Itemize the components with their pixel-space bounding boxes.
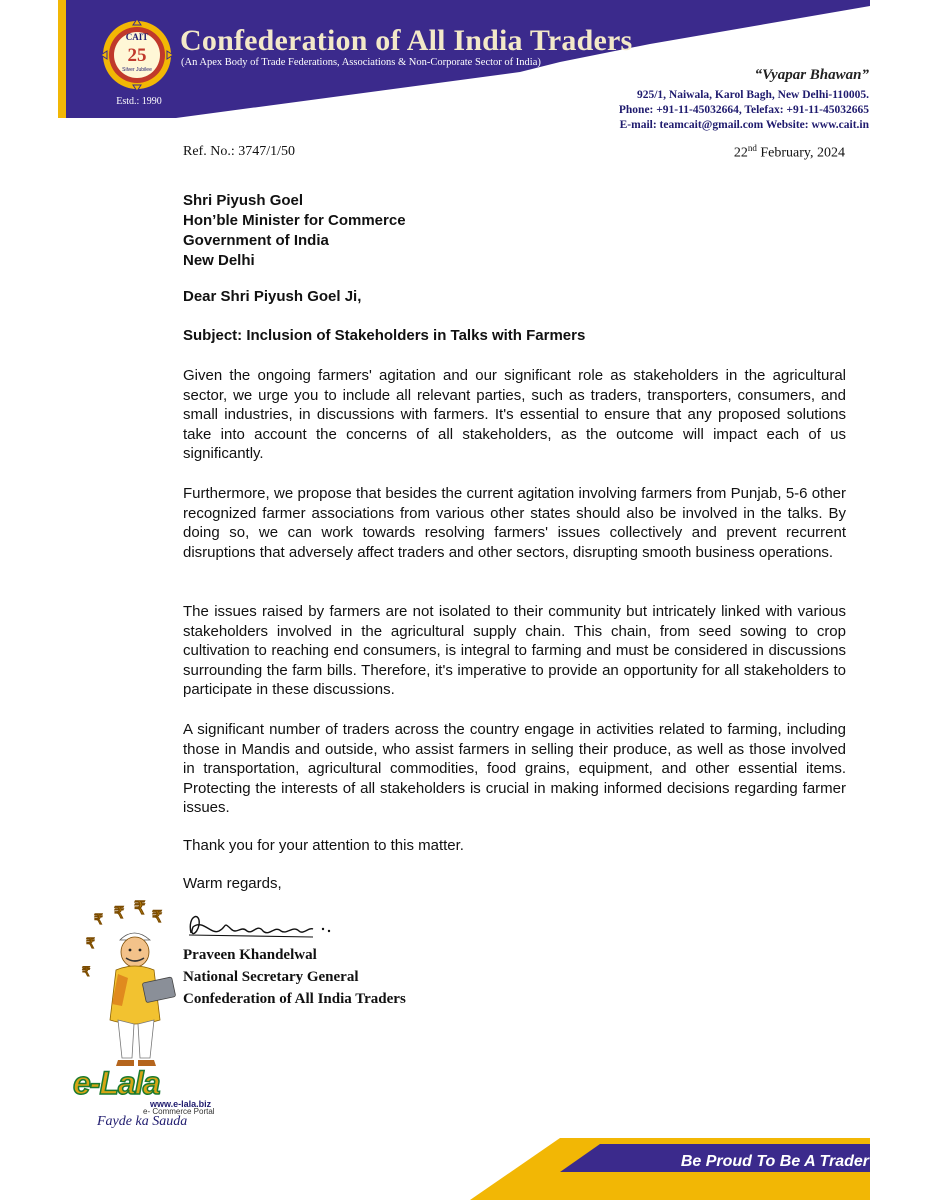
- e-lala-mascot-illustration: [78, 900, 186, 1070]
- rupee-symbol: ₹: [82, 964, 91, 979]
- phone-line: Phone: +91-11-45032664, Telefax: +91-11-45032665: [618, 104, 869, 116]
- addressee-government: Government of India: [183, 232, 329, 249]
- body-paragraph: Furthermore, we propose that besides the current agitation involving farmers from Punjab, 5-6 other recognized farmer associations from various other states should also be involved in the talks. By doing so, we can work towards resolving farmers' issues collectively and prevent recurrent disruptions that adversely affect traders and other sectors, disrupting smooth business operations.: [183, 485, 846, 561]
- logo-text: CAIT: [125, 32, 149, 42]
- rupee-symbol: ₹: [114, 905, 125, 922]
- reference-number: Ref. No.: 3747/1/50: [183, 144, 295, 159]
- e-lala-brand: e-Lala: [73, 1065, 160, 1101]
- closing-line: Warm regards,: [183, 875, 282, 892]
- email-website-line: E-mail: teamcait@gmail.com Website: www.cait.in: [619, 119, 869, 131]
- subject-line: Subject: Inclusion of Stakeholders in Talks with Farmers: [183, 327, 586, 344]
- logo-jubilee-number: 25: [127, 45, 147, 66]
- addressee-block: [183, 191, 406, 271]
- body-paragraph: A significant number of traders across the country engage in activities related to farming, including those in Mandis and outside, who assist farmers in selling their produce, as well as those involved in transportation, agricultural commodities, food grains, equipment, and other essential items. Protecting the interests of all stakeholders is crucial in making informed decisions regarding farmer issues.: [183, 721, 846, 816]
- date-suffix: nd: [747, 143, 757, 153]
- salutation: Dear Shri Piyush Goel Ji,: [183, 288, 362, 305]
- organization-tagline: (An Apex Body of Trade Federations, Associations & Non-Corporate Sector of India): [181, 57, 541, 68]
- signer-name: Praveen Khandelwal: [183, 947, 317, 963]
- established-year: Estd.: 1990: [116, 96, 162, 107]
- rupee-symbol: ₹: [86, 935, 95, 951]
- addressee-title: Hon’ble Minister for Commerce: [183, 212, 406, 229]
- signer-organization: Confederation of All India Traders: [183, 991, 406, 1007]
- building-name: “Vyapar Bhawan”: [754, 67, 869, 83]
- rupee-symbol: ₹: [152, 909, 163, 926]
- signer-title: National Secretary General: [183, 969, 359, 985]
- cait-logo: [100, 18, 174, 92]
- date-rest: February, 2024: [756, 145, 845, 161]
- e-lala-portal-label: e- Commerce Portal: [143, 1107, 215, 1116]
- e-lala-url: www.e-lala.biz: [150, 1099, 212, 1109]
- rupee-symbol: ₹: [94, 911, 103, 927]
- body-paragraph: Given the ongoing farmers' agitation and our significant role as stakeholders in the agricultural sector, we urge you to include all relevant parties, such as traders, transporters, consumers, and small industries, in discussions with farmers. It's essential to ensure that any proposed solutions take into account the concerns of all stakeholders, as the outcome will impact each of us significantly.: [183, 367, 846, 462]
- letter-date: [734, 143, 845, 162]
- street-address: 925/1, Naiwala, Karol Bagh, New Delhi-110005.: [636, 89, 869, 101]
- thanks-line: Thank you for your attention to this matter.: [183, 837, 464, 854]
- body-paragraph: The issues raised by farmers are not isolated to their community but intricately linked with various stakeholders involved in the agricultural supply chain. This chain, from seed sowing to crop cultivation to reaching end consumers, is integral to farming and must be considered in discussions surrounding the farm bills. Therefore, it's imperative to provide an opportunity for all stakeholders to participate in these discussions.: [183, 603, 846, 698]
- organization-name: Confederation of All India Traders: [180, 24, 633, 57]
- footer-slogan: Be Proud To Be A Trader: [680, 1153, 869, 1170]
- signer-block: [183, 944, 406, 1010]
- e-lala-motto: Fayde ka Sauda: [97, 1114, 188, 1129]
- handwritten-signature: [183, 905, 343, 945]
- date-day: 22: [733, 145, 748, 161]
- addressee-name: Shri Piyush Goel: [183, 192, 304, 209]
- logo-jubilee-word: Silver Jubilee: [122, 67, 152, 73]
- rupee-symbol: ₹: [134, 900, 146, 918]
- letterhead-address: [619, 67, 869, 133]
- addressee-city: New Delhi: [183, 252, 255, 269]
